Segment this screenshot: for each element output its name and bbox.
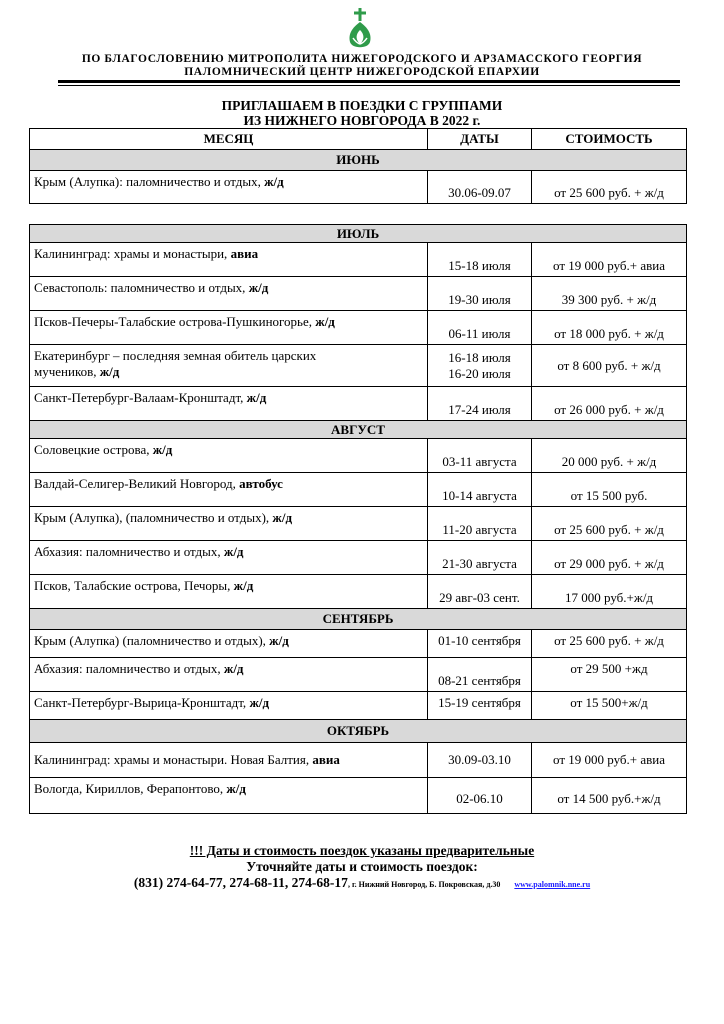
page-title: ПРИГЛАШАЕМ В ПОЕЗДКИ С ГРУППАМИ	[221, 98, 503, 113]
page-subtitle: ИЗ НИЖНЕГО НОВГОРОДА В 2022 г.	[243, 113, 481, 128]
trip-name: Крым (Алупка): паломничество и отдых, ж/д	[30, 171, 428, 204]
month-row-august	[30, 421, 687, 439]
trip-price: 39 300 руб. + ж/д	[532, 277, 687, 311]
trip-price: от 25 600 руб. + ж/д	[532, 507, 687, 541]
header-rule-thin	[58, 85, 680, 86]
trip-dates: 30.09-03.10	[428, 743, 532, 778]
trip-dates: 16-18 июля 16-20 июля	[428, 345, 532, 387]
schedule-table-main	[29, 224, 687, 814]
trip-price: от 14 500 руб.+ж/д	[532, 778, 687, 814]
month-row-june	[30, 150, 687, 171]
trip-price: от 29 500 +жд	[532, 658, 687, 692]
trip-dates: 06-11 июля	[428, 311, 532, 345]
month-label: АВГУСТ	[30, 421, 687, 439]
address: , г. Нижний Новгород, Б. Покровская, д.30	[347, 880, 501, 889]
trip-dates: 29 авг-03 сент.	[428, 575, 532, 609]
center-header: ПАЛОМНИЧЕСКИЙ ЦЕНТР НИЖЕГОРОДСКОЙ ЕПАРХИИ	[184, 66, 540, 78]
trip-price: от 29 000 руб. + ж/д	[532, 541, 687, 575]
trip-name: Абхазия: паломничество и отдых, ж/д	[30, 658, 428, 692]
trip-name: Севастополь: паломничество и отдых, ж/д	[30, 277, 428, 311]
website-link[interactable]: www.palomnik.nne.ru	[514, 880, 591, 889]
trip-name: Крым (Алупка) (паломничество и отдых), ж/д	[30, 630, 428, 658]
month-label: ОКТЯБРЬ	[30, 720, 687, 743]
table-row	[30, 507, 687, 541]
diocese-logo	[344, 8, 376, 52]
trip-dates: 17-24 июля	[428, 387, 532, 421]
trip-name: Абхазия: паломничество и отдых, ж/д	[30, 541, 428, 575]
contact-prompt: Уточняйте даты и стоимость поездок:	[246, 859, 478, 874]
trip-dates: 19-30 июля	[428, 277, 532, 311]
contact-line	[0, 875, 724, 891]
table-row	[30, 541, 687, 575]
trip-dates: 15-19 сентября	[428, 692, 532, 720]
trip-name: Калининград: храмы и монастыри. Новая Балтия, авиа	[30, 743, 428, 778]
trip-dates: 01-10 сентября	[428, 630, 532, 658]
table-row	[30, 439, 687, 473]
column-header-row	[30, 129, 687, 150]
table-row	[30, 743, 687, 778]
table-row	[30, 387, 687, 421]
table-row	[30, 658, 687, 692]
trip-name: Крым (Алупка), (паломничество и отдых), ж/д	[30, 507, 428, 541]
column-header-dates: ДАТЫ	[428, 129, 532, 150]
table-row	[30, 243, 687, 277]
table-row	[30, 630, 687, 658]
trip-dates: 08-21 сентября	[428, 658, 532, 692]
blessing-header: ПО БЛАГОСЛОВЕНИЮ МИТРОПОЛИТА НИЖЕГОРОДСКОГО И АРЗАМАССКОГО ГЕОРГИЯ	[81, 53, 643, 65]
trip-price: от 15 500+ж/д	[532, 692, 687, 720]
trip-name: Санкт-Петербург-Валаам-Кронштадт, ж/д	[30, 387, 428, 421]
trip-price: от 25 600 руб. + ж/д	[532, 630, 687, 658]
trip-price: 17 000 руб.+ж/д	[532, 575, 687, 609]
trip-name: Калининград: храмы и монастыри, авиа	[30, 243, 428, 277]
trip-name: Санкт-Петербург-Вырица-Кронштадт, ж/д	[30, 692, 428, 720]
column-header-month: МЕСЯЦ	[30, 129, 428, 150]
month-row-july	[30, 225, 687, 243]
trip-dates: 11-20 августа	[428, 507, 532, 541]
trip-name: Псков, Талабские острова, Печоры, ж/д	[30, 575, 428, 609]
month-label: ИЮНЬ	[30, 150, 687, 171]
trip-price: от 25 600 руб. + ж/д	[532, 171, 687, 204]
trip-dates: 03-11 августа	[428, 439, 532, 473]
month-row-september	[30, 609, 687, 630]
column-header-cost: СТОИМОСТЬ	[532, 129, 687, 150]
table-row	[30, 345, 687, 387]
trip-dates: 02-06.10	[428, 778, 532, 814]
month-row-october	[30, 720, 687, 743]
phone-numbers: (831) 274-64-77, 274-68-11, 274-68-17	[133, 875, 348, 890]
table-row	[30, 473, 687, 507]
trip-price: от 8 600 руб. + ж/д	[532, 345, 687, 387]
trip-price: 20 000 руб. + ж/д	[532, 439, 687, 473]
trip-name: Вологда, Кириллов, Ферапонтово, ж/д	[30, 778, 428, 814]
trip-dates: 10-14 августа	[428, 473, 532, 507]
trip-price: от 19 000 руб.+ авиа	[532, 743, 687, 778]
table-row	[30, 311, 687, 345]
trip-price: от 18 000 руб. + ж/д	[532, 311, 687, 345]
trip-name: Псков-Печеры-Талабские острова-Пушкиногорье, ж/д	[30, 311, 428, 345]
trip-price: от 19 000 руб.+ авиа	[532, 243, 687, 277]
table-row	[30, 778, 687, 814]
header-rule-thick	[58, 80, 680, 83]
preliminary-notice: !!! Даты и стоимость поездок указаны предварительные	[189, 843, 535, 858]
month-label: ИЮЛЬ	[30, 225, 687, 243]
table-row	[30, 575, 687, 609]
trip-dates: 15-18 июля	[428, 243, 532, 277]
table-row	[30, 277, 687, 311]
trip-dates: 21-30 августа	[428, 541, 532, 575]
trip-name: Екатеринбург – последняя земная обитель царских мучеников, ж/д	[30, 345, 428, 387]
table-row	[30, 692, 687, 720]
trip-dates: 30.06-09.07	[428, 171, 532, 204]
trip-price: от 26 000 руб. + ж/д	[532, 387, 687, 421]
schedule-table-june	[29, 128, 687, 204]
table-row	[30, 171, 687, 204]
trip-price: от 15 500 руб.	[532, 473, 687, 507]
month-label: СЕНТЯБРЬ	[30, 609, 687, 630]
trip-name: Валдай-Селигер-Великий Новгород, автобус	[30, 473, 428, 507]
trip-name: Соловецкие острова, ж/д	[30, 439, 428, 473]
